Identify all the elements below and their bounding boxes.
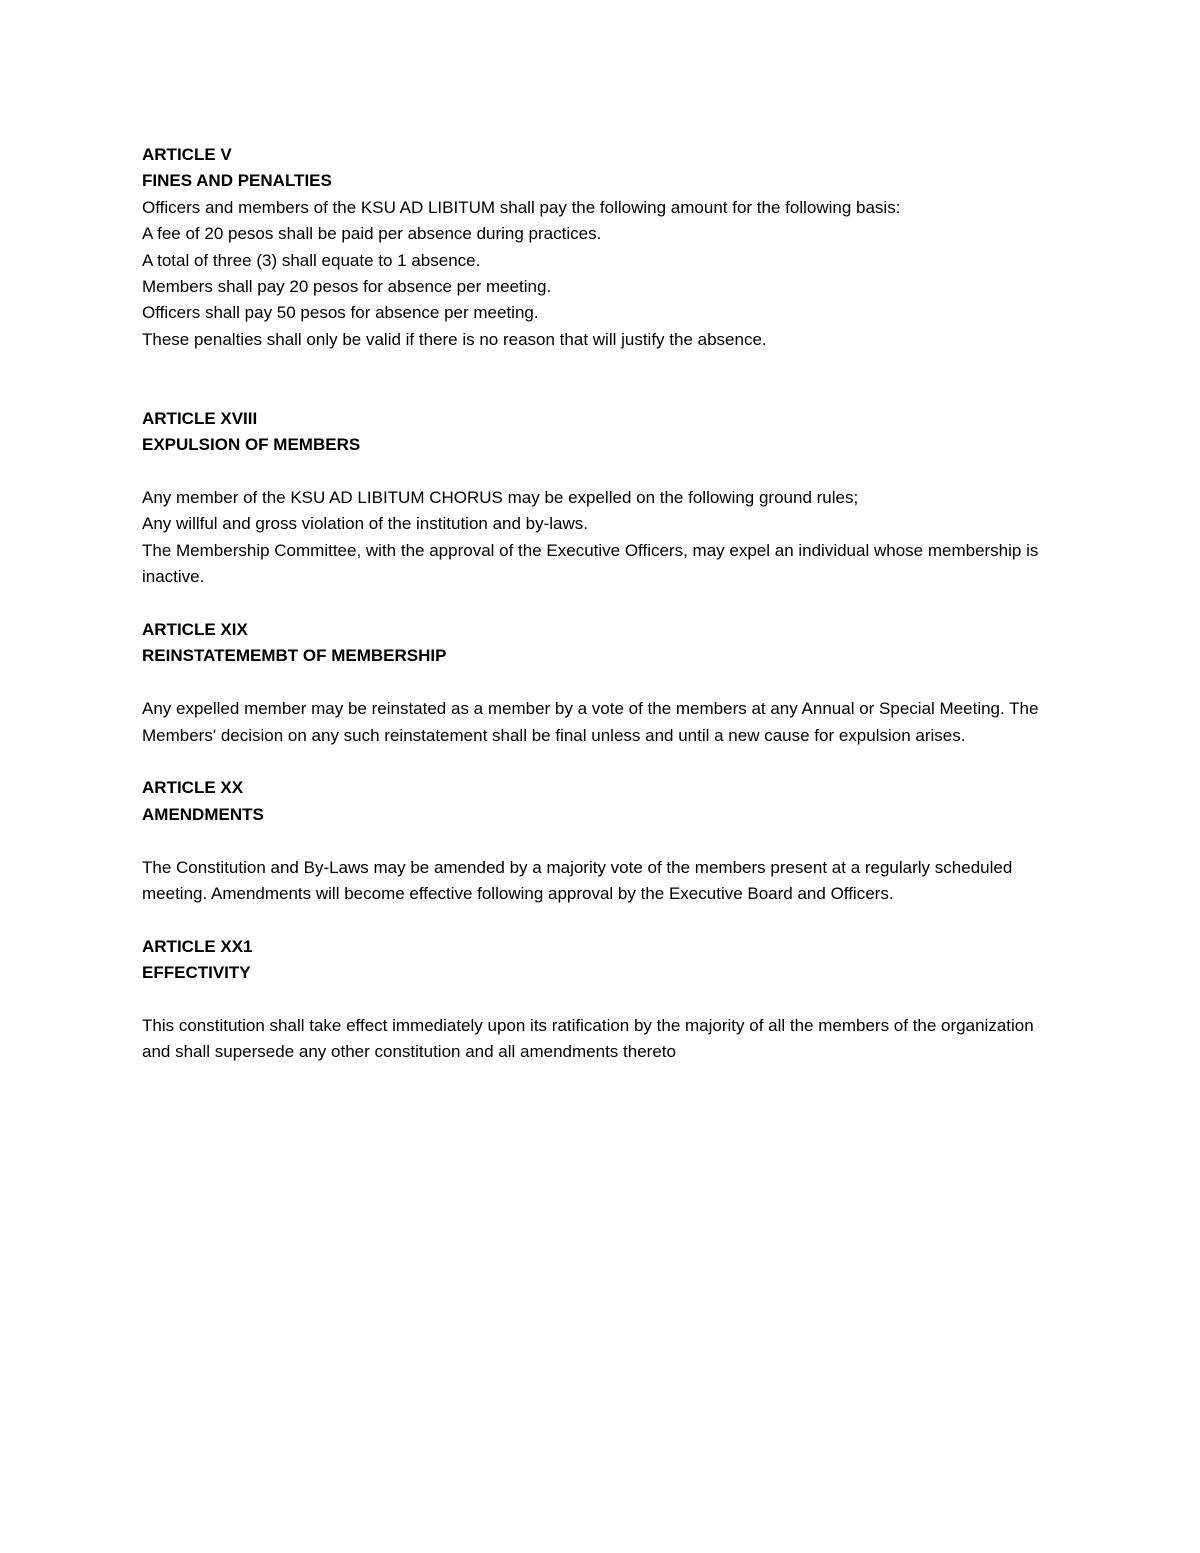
document-body [142,142,1062,1066]
article-xix-section [142,617,1062,749]
article-xviii-number: ARTICLE XVIII [142,408,258,428]
article-v-title: FINES AND PENALTIES [142,171,332,191]
spacer [142,828,1062,854]
article-v-section [142,142,1062,353]
spacer [142,380,1062,406]
article-v-line: These penalties shall only be valid if there is no reason that will justify the absence. [142,329,767,349]
article-v-line: A fee of 20 pesos shall be paid per absence during practices. [142,224,602,244]
spacer [142,907,1062,933]
article-v-line: Officers and members of the KSU AD LIBITUM shall pay the following amount for the following basis: [142,197,901,217]
article-v-line: A total of three (3) shall equate to 1 absence. [142,250,481,270]
article-v-line: Officers shall pay 50 pesos for absence per meeting. [142,303,539,323]
spacer [142,459,1062,485]
article-xx-section [142,775,1062,907]
spacer [142,353,1062,379]
article-xix-paragraph: Any expelled member may be reinstated as a member by a vote of the members at any Annual or Special Meeting. The Members' decision on any such reinstatement shall be final unless and until a new cause for expulsion arises. [142,699,1039,745]
article-v-number: ARTICLE V [142,145,232,164]
spacer [142,591,1062,617]
article-xix-title: REINSTATEMEMBT OF MEMBERSHIP [142,646,447,666]
article-xix-number: ARTICLE XIX [142,620,248,640]
article-xx-number: ARTICLE XX [142,778,244,798]
spacer [142,749,1062,775]
article-v-line: Members shall pay 20 pesos for absence per meeting. [142,276,552,296]
article-xx1-number: ARTICLE XX1 [142,936,253,956]
article-xx1-title: EFFECTIVITY [142,963,251,983]
article-xviii-section [142,406,1062,591]
article-xx-title: AMENDMENTS [142,804,264,824]
spacer [142,670,1062,696]
article-xviii-line: Any willful and gross violation of the institution and by-laws. [142,514,589,534]
article-xx-paragraph: The Constitution and By-Laws may be amended by a majority vote of the members present at a regularly scheduled meeting. Amendments will become effective following approval by the Executive Board and Officers. [142,857,1013,904]
article-xviii-title: EXPULSION OF MEMBERS [142,435,361,455]
article-xviii-paragraph: The Membership Committee, with the approval of the Executive Officers, may expel an individual whose membership is inactive. [142,540,1039,587]
article-xviii-line: Any member of the KSU AD LIBITUM CHORUS may be expelled on the following ground rules; [142,488,859,508]
spacer [142,987,1062,1013]
article-xx1-paragraph: This constitution shall take effect immediately upon its ratification by the majority of all the members of the organization and shall supersede any other constitution and all amendments thereto [142,1015,1034,1062]
article-xx1-section [142,934,1062,1066]
